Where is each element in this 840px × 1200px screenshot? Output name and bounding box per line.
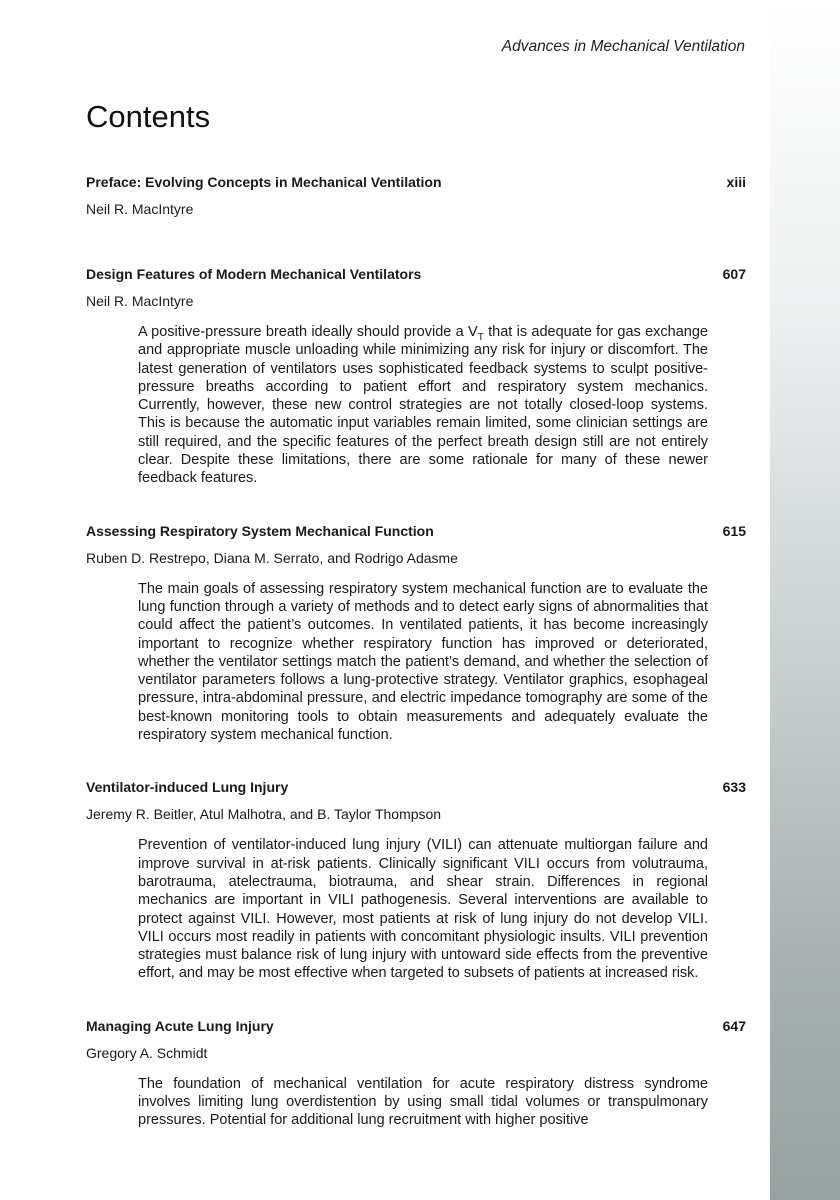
entry-page-number: 633 [722,779,746,796]
entry-title[interactable]: Preface: Evolving Concepts in Mechanical Ventilation [86,174,442,190]
entry-title[interactable]: Assessing Respiratory System Mechanical Function [86,522,434,539]
toc-entry-acute-lung-injury [86,1016,746,1130]
entry-abstract: The main goals of assessing respiratory system mechanical function are to evaluate the lung function through a variety of methods and to detect early signs of abnormalities that could affect the patient’s outcomes. In ventilated patients, it has become increasingly important to recognize whether respiratory function has improved or deteriorated, whether the ventilator settings match the patient’s demand, and whether the selection of ventilator parameters follows a lung-protective strategy. Ventilator graphics, esophageal pressure, intra-abdominal pressure, and electric impedance tomography are some of the best-known monitoring tools to obtain measurements and adequately evaluate the respiratory system mechanical function. [138,580,708,744]
page-title: Contents [86,99,211,134]
entry-authors: Neil R. MacIntyre [86,201,194,217]
toc-entry-vili [86,777,746,982]
entry-abstract: Prevention of ventilator-induced lung injury (VILI) can attenuate multiorgan failure and improve survival in at-risk patients. Clinically significant VILI occurs from volutrauma, barotrauma, atelectrauma, biotrauma, and shear strain. Differences in regional mechanics are important in VILI pathogenesis. Several interventions are available to protect against VILI. However, most patients at risk of lung injury do not develop VILI. VILI occurs most readily in patients with concomitant physiologic insults. VILI prevention strategies must balance risk of lung injury with untoward side effects from the preventive effort, and may be most effective when targeted to subsets of patients at increased risk. [138,837,708,982]
entry-authors: Ruben D. Restrepo, Diana M. Serrato, and Rodrigo Adasme [86,549,458,566]
entry-abstract [138,323,708,488]
entry-page-number: 647 [722,1017,746,1034]
entry-authors: Jeremy R. Beitler, Atul Malhotra, and B. Taylor Thompson [86,806,442,823]
entry-authors: Neil R. MacIntyre [86,293,194,309]
abstract-subscript: T [477,331,484,343]
entry-page-number: 615 [722,522,746,539]
decorative-side-band [770,0,840,1200]
abstract-text: A positive-pressure breath ideally should provide a V [138,324,478,340]
toc-entry-design-features [86,264,746,488]
abstract-text: that is adequate for gas exchange and appropriate muscle unloading while minimizing any risk for injury or discomfort. The latest generation of ventilators uses sophisticated feedback systems to sculpt positive-pressure breaths according to patient effort and respiratory system mechanics. Currently, however, these new control strategies are not totally closed-loop systems. This is because the automatic input variables remain limited, some clinician settings are still required, and the specific features of the perfect breath design still are not entirely clear. Despite these limitations, there are some rationale for many of these newer feedback features. [138,324,708,487]
entry-title[interactable]: Design Features of Modern Mechanical Ventilators [86,266,422,282]
entry-title[interactable]: Ventilator-induced Lung Injury [86,779,289,796]
table-of-contents [86,172,746,1130]
toc-entry-assessing-function [86,521,746,745]
toc-entry-preface [86,172,746,219]
entry-page-number: 607 [722,266,746,282]
entry-abstract: The foundation of mechanical ventilation for acute respiratory distress syndrome involves limiting lung overdistention by using small tidal volumes or transpulmonary pressures. Potential for additional lung recruitment with higher positive [138,1075,708,1129]
entry-page-number: xiii [726,174,746,190]
entry-title[interactable]: Managing Acute Lung Injury [86,1017,274,1034]
entry-authors: Gregory A. Schmidt [86,1044,208,1061]
running-head: Advances in Mechanical Ventilation [501,38,745,55]
